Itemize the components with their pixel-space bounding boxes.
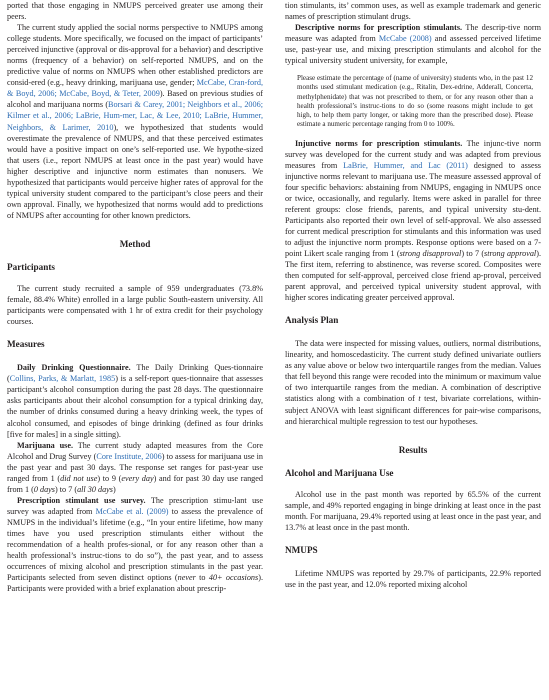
paragraph-injunctive-norms bbox=[285, 138, 541, 304]
citation-link[interactable]: McCabe, Cran-ford, & Boyd, 2006; McCabe, Boyd, & Teter, 2009 bbox=[7, 78, 263, 99]
italic-text: 0 days bbox=[33, 484, 55, 494]
paragraph-marijuana-use bbox=[7, 440, 263, 495]
subsection-heading-analysis-plan: Analysis Plan bbox=[285, 315, 339, 326]
italic-text: every day bbox=[121, 473, 154, 483]
citation-link[interactable]: Core Institute, 2006 bbox=[96, 451, 162, 461]
subsection-heading-alcohol-marijuana: Alcohol and Marijuana Use bbox=[285, 467, 394, 478]
subsection-heading-measures: Measures bbox=[7, 339, 45, 350]
runin-heading: Injunctive norms for prescription stimulants. bbox=[295, 138, 463, 148]
runin-heading: Descriptive norms for prescription stimulants. bbox=[295, 23, 463, 33]
text-segment: The Daily Drinking Ques-tionnaire ( bbox=[7, 363, 263, 384]
citation-link[interactable]: McCabe (2008) bbox=[378, 34, 432, 44]
paragraph-prescription-survey bbox=[7, 495, 263, 594]
section-heading-method: Method bbox=[119, 238, 151, 249]
block-quote: Please estimate the percentage of (name of university) students who, in the past 12 months used stimulant medication (e.g., Ritalin, Dex-edrine, Adderall, Concerta, methylphenidate) that was not prescribed to them, or for any reason other than a health professional’s instruc-tions to do so (some reasons might include to get high, to help them party longer, or taking more than the prescribed dose). Please estimate a numeric percentage ranging from 0 to 100%. bbox=[297, 74, 533, 129]
text-segment: The current study applied the social norms perspective to NMUPS among college students. More specifically, we focused on the impact of participants’ perceived injunctive (approval or dis-approval for a behavior) and descriptive norms (frequency of a behavior) on self-reported NMUPS, and on the predictive value of norms on NMUPS when other established predictors are consid-ered (e.g., heavy drinking, marijuana use, gender; bbox=[7, 23, 263, 88]
runin-heading: Prescription stimulant use survey. bbox=[17, 495, 146, 505]
text-segment: ) to 7 ( bbox=[55, 484, 78, 494]
text-segment: ). Based on previous studies of alcohol and marijuana norms ( bbox=[7, 89, 263, 110]
text-segment: The current study adapted measures from the Core Alcohol and Drug Survey ( bbox=[7, 440, 263, 461]
italic-text: t bbox=[418, 394, 421, 404]
text-segment: designed to assess injunctive norms relevant to marijuana use. The measure assessed approval of four specific behaviors: abstaining from NMUPS, engaging in NMUPS once or twice, occasionally, and regularly. Items were asked in parallel for three referent groups: close friends, parents, and typical university stu-dent. Participants also reported their own level of self-approval. We also assessed for current medical prescription for stimulants and this information was used to adjust the injunctive norm prompts. Response options were based on a 7-point Likert scale ranging from 1 ( bbox=[285, 160, 541, 258]
text-segment: The prescription stimu-lant use survey was adapted from bbox=[7, 495, 263, 516]
paragraph-continuation: tion stimulants, its’ common uses, as well as example trademark and generic names of prescription stimulant drugs. bbox=[285, 1, 541, 22]
text-segment: ). Participants were provided with a brief explanation about prescrip- bbox=[7, 573, 263, 594]
citation-link[interactable]: Borsari & Carey, 2001; Neighbors et al., 2006; Kilmer et al., 2006; LaBrie, Hum-mer, Lac, & Lee, 2010; LaBrie, Hummer, Neighbors, & Larimer, 2010 bbox=[7, 100, 263, 132]
text-segment: ) to assess for marijuana use in the past year and past 30 days. The response set ranges for past-year use ranged from 1 ( bbox=[7, 451, 264, 483]
paragraph-continuation: ported that those engaging in NMUPS perceived greater use among their peers. bbox=[7, 1, 263, 22]
text-segment: test, bivariate correlations, within-subject ANOVA with least significant differences for pair-wise comparisons, and hierarchical multiple regression to test our hypotheses. bbox=[285, 394, 541, 426]
paragraph-participants: The current study recruited a sample of 959 undergraduates (73.8% female, 88.4% White) enrolled in a large public South-eastern university. All participants were compensated with 1 hr of extra credit for their psychology courses. bbox=[7, 284, 263, 327]
italic-text: all 30 days bbox=[77, 484, 113, 494]
italic-text: 40+ occasions bbox=[208, 573, 259, 583]
subsection-heading-nmups: NMUPS bbox=[285, 544, 318, 555]
text-segment: ) is a self-report ques-tionnaire that assesses participant’s alcohol consumption during the past 28 days. The questionnaire asks participants about their alcohol consumption for a typical drinking day, the number of drinks consumed during a heavy drinking week, the types of alcohol consumed, and episodes of binge drinking (defined as four drinks [five for males] in a single sitting). bbox=[7, 374, 263, 439]
italic-text: strong disapproval bbox=[399, 248, 462, 258]
paragraph-nmups: Lifetime NMUPS was reported by 29.7% of participants, 22.9% reported use in the past year, and 12.0% reported mixing alcohol bbox=[285, 568, 541, 589]
paragraph-ddq bbox=[7, 362, 263, 439]
italic-text: did not use bbox=[60, 473, 98, 483]
right-column bbox=[285, 0, 541, 590]
italic-text: strong approval bbox=[484, 248, 537, 258]
text-segment: to bbox=[195, 573, 209, 583]
text-segment: ) to 7 ( bbox=[461, 248, 485, 258]
text-segment: ) and for past 30 day use ranged from 1 ( bbox=[7, 473, 264, 494]
text-segment: ) to 9 ( bbox=[97, 473, 122, 483]
text-segment: The data were inspected for missing values, outliers, normal distributions, linearity, and homoscedasticity. The current study defined univariate outliers as any value above or below two interquartile ranges from the median. Values that fell beyond this range were recoded into the minimum or maximum value of two interquartile ranges from the median. A combination of descriptive statistics along with a combination of bbox=[285, 339, 542, 404]
text-segment: ). The first item, referring to abstinence, was reverse scored. Composites were then computed for self-approval, perceived close friend ap-proval, perceived parent approval, and perceived typical university student approval, with higher scores indicating greater perceived approval. bbox=[285, 248, 541, 303]
section-heading-results: Results bbox=[398, 444, 428, 455]
runin-heading: Daily Drinking Questionnaire. bbox=[17, 363, 131, 373]
italic-text: never bbox=[177, 573, 196, 583]
paragraph-alcohol-marijuana: Alcohol use in the past month was reported by 65.5% of the current sample, and 49% reported engaging in binge drinking at least once in the past month. For marijuana, 29.4% reported using at least once in the past year, and 13.7% at least once in the past month. bbox=[285, 489, 541, 532]
text-segment: The injunc-tive norm survey was developed for the current study and was adapted from previous measures from bbox=[285, 138, 541, 170]
citation-link[interactable]: McCabe et al. (2009) bbox=[95, 506, 169, 516]
runin-heading: Marijuana use. bbox=[17, 440, 74, 450]
text-segment: to assess the prevalence of NMUPS in the individual’s lifetime (e.g., “In your entire lifetime, how many times have you used prescription stimulants either without the recommendation of a health profes-sional, or for any reason other than a health professional’s instruc-tions to do so”), the past year, and to assess occurrences of mixing alcohol and prescription stimulants in the past year. Participants selected from seven distinct options ( bbox=[7, 506, 263, 583]
paragraph-current-study bbox=[7, 22, 263, 221]
citation-link[interactable]: LaBrie, Hummer, and Lac (2011) bbox=[343, 160, 468, 170]
subsection-heading-participants: Participants bbox=[7, 261, 55, 272]
citation-link[interactable]: Collins, Parks, & Marlatt, 1985 bbox=[9, 374, 116, 384]
text-segment: ), we hypothesized that students would overestimate the prevalence of NMUPS, and that these perceived estimates would have a positive impact on one’s self-reported use. We hypothe-sized that users (i.e., report NMUPS at least once in the past year) would have higher descriptive and injunctive norm estimates than nonusers. We hypothesized that participants would perceive higher rates of approval for the typical university student compared to the participant’s close peers and their own approval. Finally, we hypothesized that norms would add to predictions of NMUPS after accounting for other known predictors. bbox=[7, 122, 263, 220]
text-segment: ) bbox=[113, 484, 116, 494]
text-segment: and assessed perceived lifetime use, past-year use, and mixing prescription stimulants and alcohol for the typical university student university, for example, bbox=[285, 34, 541, 66]
paragraph-analysis-plan bbox=[285, 338, 541, 426]
left-column bbox=[7, 0, 263, 594]
paragraph-descriptive-norms bbox=[285, 22, 541, 66]
text-segment: The descrip-tive norm measure was adapted from bbox=[285, 23, 541, 44]
